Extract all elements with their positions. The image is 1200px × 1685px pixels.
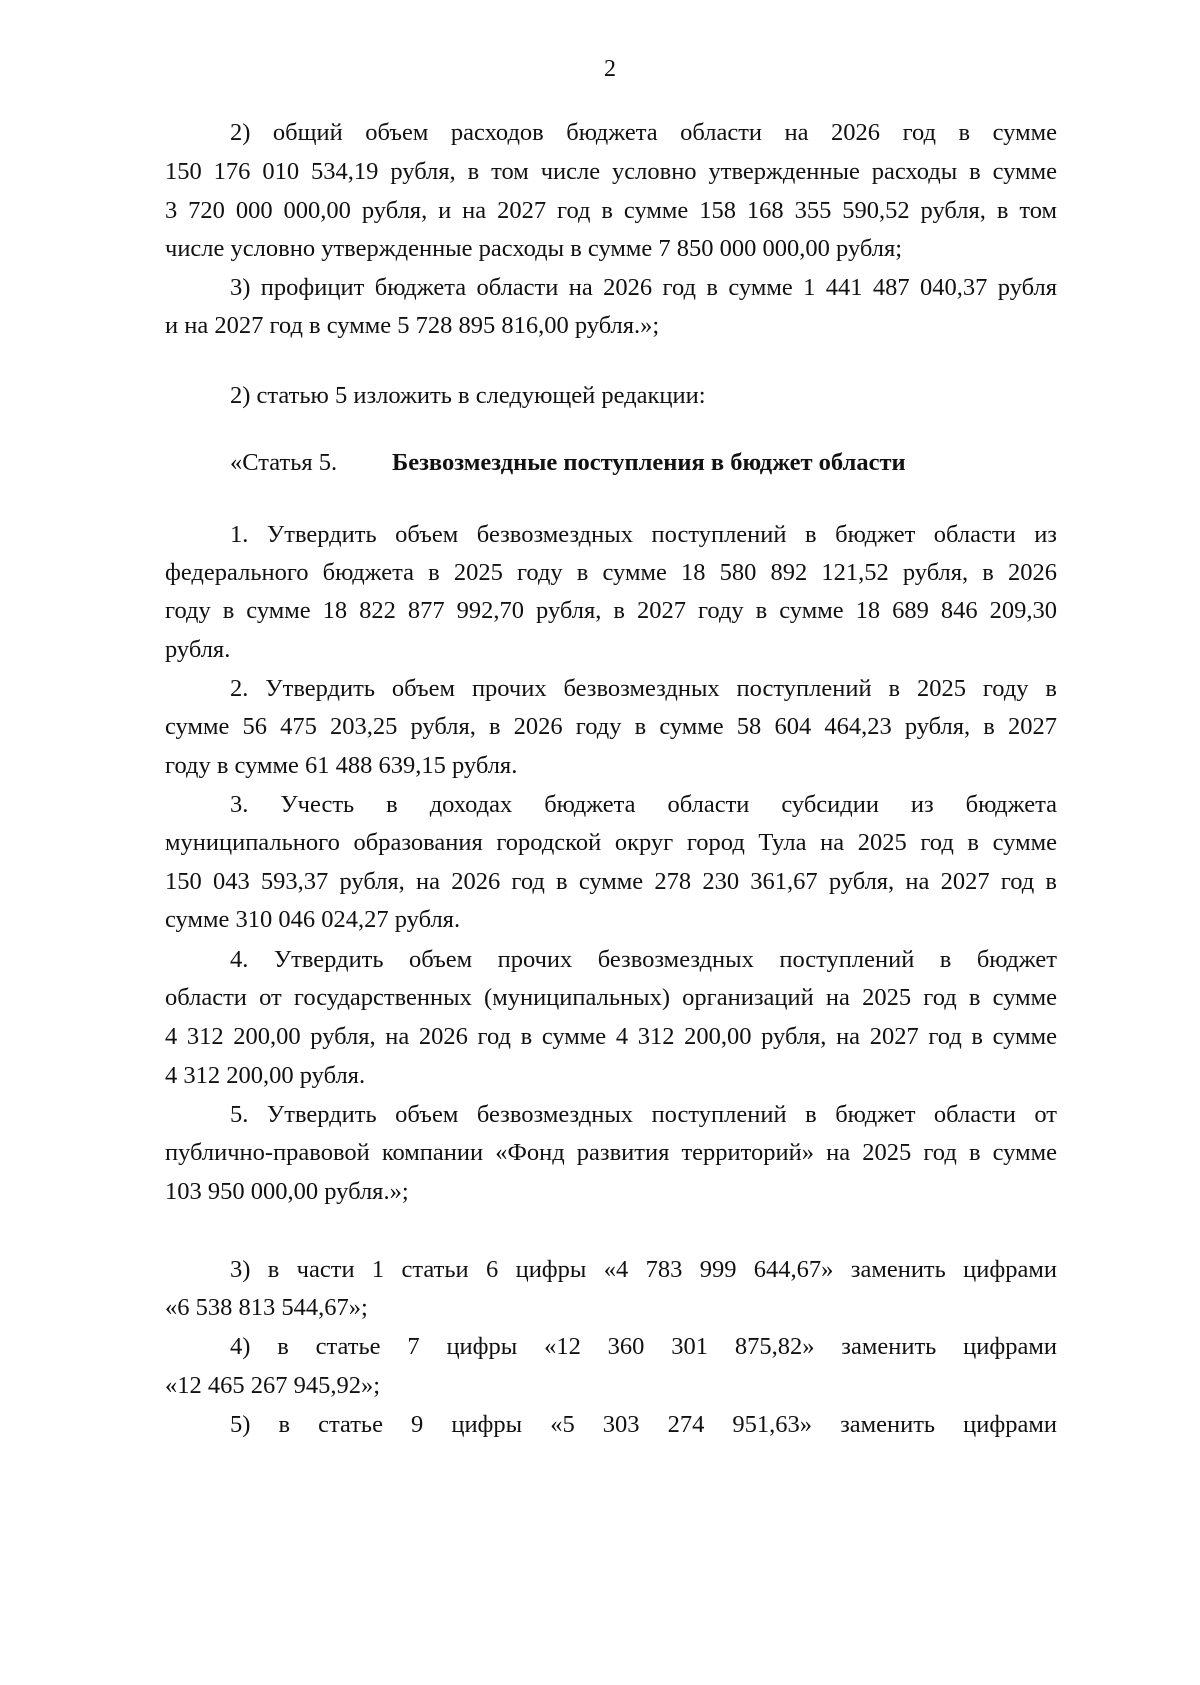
- text-line: 150 176 010 534,19 рубля, в том числе условно утвержденные расходы в сумме: [165, 158, 1057, 185]
- text-line: 150 043 593,37 рубля, на 2026 год в сумме 278 230 361,67 рубля, на 2027 год в: [165, 868, 1057, 895]
- article-number: «Статья 5.: [230, 449, 338, 476]
- text-line: 3 720 000 000,00 рубля, и на 2027 год в сумме 158 168 355 590,52 рубля, в том: [165, 197, 1057, 224]
- text-line: 5) в статье 9 цифры «5 303 274 951,63» заменить цифрами: [230, 1411, 1057, 1438]
- text-line: 2) статью 5 изложить в следующей редакции:: [230, 382, 706, 409]
- text-line: 5. Утвердить объем безвозмездных поступлений в бюджет области от: [230, 1101, 1057, 1128]
- text-line: году в сумме 18 822 877 992,70 рубля, в 2027 году в сумме 18 689 846 209,30: [165, 597, 1057, 624]
- text-line: федерального бюджета в 2025 году в сумме 18 580 892 121,52 рубля, в 2026: [165, 559, 1057, 586]
- text-line: 103 950 000,00 рубля.»;: [165, 1178, 409, 1205]
- text-line: области от государственных (муниципальных) организаций на 2025 год в сумме: [165, 984, 1057, 1011]
- text-line: 2) общий объем расходов бюджета области на 2026 год в сумме: [230, 119, 1057, 146]
- text-line: числе условно утвержденные расходы в сумме 7 850 000 000,00 рубля;: [165, 235, 903, 262]
- article-title: Безвозмездные поступления в бюджет области: [392, 449, 906, 476]
- text-line: 3) в части 1 статьи 6 цифры «4 783 999 644,67» заменить цифрами: [230, 1256, 1057, 1283]
- text-line: 3) профицит бюджета области на 2026 год в сумме 1 441 487 040,37 рубля: [230, 274, 1057, 301]
- text-line: «12 465 267 945,92»;: [165, 1372, 381, 1399]
- text-line: 4. Утвердить объем прочих безвозмездных поступлений в бюджет: [230, 946, 1057, 973]
- text-line: 3. Учесть в доходах бюджета области субсидии из бюджета: [230, 791, 1057, 818]
- text-line: рубля.: [165, 636, 231, 663]
- text-line: 2. Утвердить объем прочих безвозмездных поступлений в 2025 году в: [230, 675, 1057, 702]
- text-line: сумме 310 046 024,27 рубля.: [165, 906, 461, 933]
- text-line: 1. Утвердить объем безвозмездных поступлений в бюджет области из: [230, 521, 1057, 548]
- text-line: 4) в статье 7 цифры «12 360 301 875,82» заменить цифрами: [230, 1333, 1057, 1360]
- text-line: «6 538 813 544,67»;: [165, 1294, 368, 1321]
- page-number: 2: [604, 56, 616, 82]
- text-line: и на 2027 год в сумме 5 728 895 816,00 рубля.»;: [165, 312, 660, 339]
- text-line: году в сумме 61 488 639,15 рубля.: [165, 752, 518, 779]
- text-line: публично-правовой компании «Фонд развития территорий» на 2025 год в сумме: [165, 1139, 1057, 1166]
- text-line: 4 312 200,00 рубля, на 2026 год в сумме 4 312 200,00 рубля, на 2027 год в сумме: [165, 1023, 1057, 1050]
- text-line: сумме 56 475 203,25 рубля, в 2026 году в сумме 58 604 464,23 рубля, в 2027: [165, 713, 1057, 740]
- text-line: 4 312 200,00 рубля.: [165, 1062, 366, 1089]
- text-line: муниципального образования городской округ город Тула на 2025 год в сумме: [165, 829, 1057, 856]
